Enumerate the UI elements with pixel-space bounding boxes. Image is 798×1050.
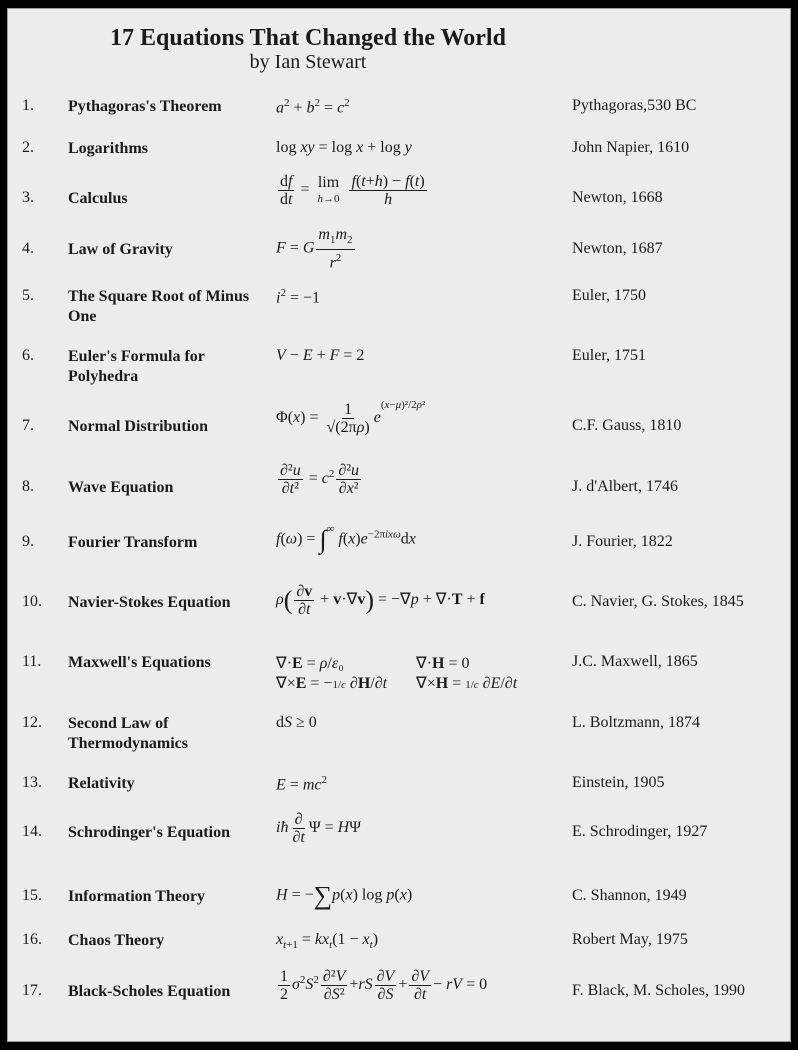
equation-attribution: Robert May, 1975 — [572, 931, 688, 948]
row-number: 11. — [22, 653, 42, 670]
equation-attribution: E. Schrodinger, 1927 — [572, 823, 708, 840]
row-number: 10. — [22, 593, 42, 610]
equation-attribution: Newton, 1668 — [572, 189, 663, 206]
equation-name: Pythagoras's Theorem — [68, 98, 222, 115]
row-number: 3. — [22, 189, 34, 206]
equation-attribution: C.F. Gauss, 1810 — [572, 417, 682, 434]
row-number: 13. — [22, 774, 42, 791]
equation-formula: H = −∑p(x) log p(x) — [276, 881, 413, 910]
equation-formula: F = G $\frac{m_1m_2}{r^2}$ — [276, 226, 353, 272]
equation-formula: log xy = log x + log y — [276, 139, 412, 156]
equation-formula: ρ( $\frac{\partial v}{\partial t}$ + v·∇v) = −∇p + ∇·T + f — [276, 583, 485, 618]
row-number: 9. — [22, 533, 34, 550]
equation-attribution: John Napier, 1610 — [572, 139, 690, 156]
equation-name: Fourier Transform — [68, 534, 198, 551]
equation-formula: dS ≥ 0 — [276, 714, 317, 731]
equation-formula: $E = mc^2$ — [276, 774, 327, 794]
equation-attribution: Einstein, 1905 — [572, 774, 665, 791]
equation-name: Black-Scholes Equation — [68, 983, 231, 1000]
row-number: 14. — [22, 823, 42, 840]
equation-formula: $\frac{\text{∂²u}}{\text{∂t²}}$ = $c^2$ $\frac{\text{∂²u}}{\text{∂x²}}$ — [280, 462, 360, 497]
row-number: 4. — [22, 240, 34, 257]
equation-formula: Φ(x) = $\frac{1}{√(2\pi\rho)}$ $e^{(x-\mu)^2/2\rho^2}$ — [276, 398, 426, 436]
equation-attribution: J. Fourier, 1822 — [572, 533, 673, 550]
equation-attribution: J.C. Maxwell, 1865 — [572, 653, 698, 670]
equation-name: Chaos Theory — [68, 932, 165, 949]
equation-name: Normal Distribution — [68, 418, 208, 435]
equation-name: Logarithms — [68, 140, 148, 157]
equation-name: Navier-Stokes Equation — [68, 594, 231, 611]
equation-attribution: F. Black, M. Scholes, 1990 — [572, 982, 745, 999]
equation-attribution: C. Navier, G. Stokes, 1845 — [572, 593, 744, 610]
row-number: 16. — [22, 931, 42, 948]
equation-formula: $\frac{1}{2}$ $\sigma^2S^2$ $\frac{\text{∂²V}}{\text{∂S²}}$ +rS $\frac{\partial V}{\partial S}$ + $\frac{\partial V}{\partial t}$ − rV = 0 — [280, 968, 488, 1003]
page-title: 17 Equations That Changed the World — [110, 25, 506, 51]
equation-name: Wave Equation — [68, 479, 174, 496]
row-number: 5. — [22, 287, 34, 304]
equation-formula: $x_{t+1} = kx_t(1 - x_t)$ — [276, 931, 379, 952]
equation-attribution: L. Boltzmann, 1874 — [572, 714, 700, 731]
row-number: 17. — [22, 982, 42, 999]
equation-sheet — [7, 8, 791, 1042]
equation-name: Law of Gravity — [68, 241, 173, 258]
row-number: 15. — [22, 887, 42, 904]
equation-attribution: J. d'Albert, 1746 — [572, 478, 678, 495]
equation-formula: $a^2 + b^2 = c^2$ — [276, 97, 350, 117]
equation-name: Relativity — [68, 775, 135, 792]
row-number: 8. — [22, 478, 34, 495]
equation-attribution: Euler, 1750 — [572, 287, 647, 304]
row-number: 2. — [22, 139, 34, 156]
equation-attribution: Newton, 1687 — [572, 240, 663, 257]
row-number: 6. — [22, 347, 34, 364]
equation-formula: f(ω) = ∫∞ $f(x)e^{-2\pi ix\omega}dx$ — [276, 522, 416, 554]
equation-formula: $i^2 = -1$ — [276, 287, 320, 307]
equation-formula: ∇·E = ρ/ε₀ ∇·H = 0 ∇×E = −1/c ∂H/∂t ∇×H = 1/c ∂E/∂t — [276, 655, 518, 692]
equation-formula: $\frac{df}{dt}$ = lim h→0 $\frac{f(t+h) - f(t)}{h}$ — [280, 173, 425, 208]
row-number: 1. — [22, 97, 34, 114]
equation-name: Schrodinger's Equation — [68, 824, 230, 841]
page-subtitle: by Ian Stewart — [249, 51, 367, 73]
equation-name: Calculus — [68, 190, 128, 207]
equation-name: Second Law of Thermodynamics — [68, 715, 188, 752]
equation-formula: iħ $\frac{\partial}{\partial t}$ Ψ = HΨ — [276, 811, 362, 846]
equation-name: Euler's Formula for Polyhedra — [68, 348, 205, 385]
equation-attribution: C. Shannon, 1949 — [572, 887, 687, 904]
equation-name: The Square Root of Minus One — [68, 288, 250, 325]
equation-name: Information Theory — [68, 888, 206, 905]
row-number: 12. — [22, 714, 42, 731]
equation-attribution: Euler, 1751 — [572, 347, 647, 364]
equation-formula: V − E + F = 2 — [276, 347, 365, 364]
row-number: 7. — [22, 417, 34, 434]
equation-name: Maxwell's Equations — [68, 654, 211, 671]
equation-attribution: Pythagoras,530 BC — [572, 97, 697, 114]
